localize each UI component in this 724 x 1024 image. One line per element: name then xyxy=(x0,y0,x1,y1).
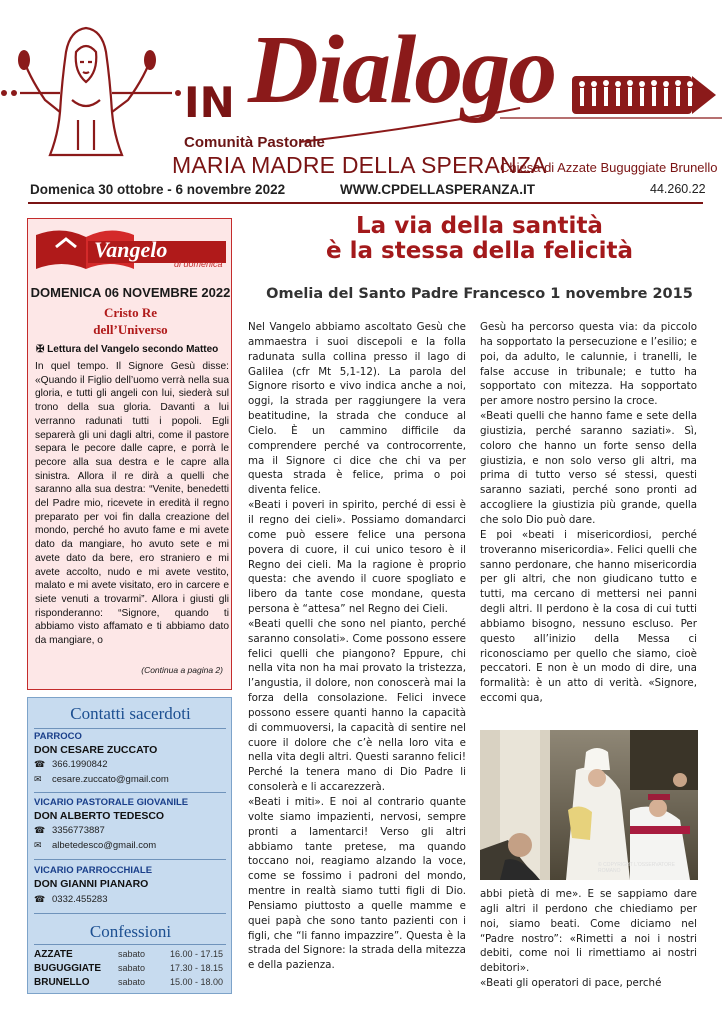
vangelo-banner-title: Vangelo xyxy=(94,237,168,262)
photo-credit: © COPYRIGHT L'OSSERVATORE ROMANO xyxy=(598,862,675,874)
article-title-line1: La via della santità xyxy=(356,213,603,239)
paragraph: «Beati i poveri in spirito, perché di essi è il regno dei cieli». Possiamo domandarci come può essere felice una persona povera di cuore, il cui unico tesoro è il Regno dei cieli. Ma la ragione è proprio questa: che avendo il cuore spogliato e libero da tante cose mondane, questa persona è “attesa” nel Regno dei Cieli. xyxy=(248,499,466,616)
vangelo-box xyxy=(27,218,232,690)
paragraph: Nel Vangelo abbiamo ascoltato Gesù che ammaestra i suoi discepoli e la folla radunata sulla collina presso il lago di Galilea (cfr Mt 5,1-12). La parola del Signore risorto e vivo indica anche a noi, oggi, la strada per raggiungere la vera beatitudine, la strada che conduce al Cielo. È un cammino difficile da comprendere perché va controcorrente, ma il Signore ci dice che chi va per questa strada è felice, prima o poi diventa felice. xyxy=(248,321,466,497)
title-dialogo: Dialogo xyxy=(248,16,556,124)
phone-icon: ☎ xyxy=(34,894,46,904)
phone-number: 366.1990842 xyxy=(52,759,108,770)
article-column-2 xyxy=(480,320,697,706)
pope-photo xyxy=(480,730,698,880)
article-title xyxy=(247,214,712,264)
madonna-logo xyxy=(1,28,181,155)
contact-phone[interactable] xyxy=(34,759,107,770)
divider xyxy=(34,728,226,729)
confession-day: sabato xyxy=(118,963,146,973)
contact-role: PARROCO xyxy=(34,731,82,742)
confession-row xyxy=(34,963,228,977)
contatti-title: Contatti sacerdoti xyxy=(70,704,191,723)
community-label: Comunità Pastorale xyxy=(184,134,325,151)
phone-number: 0332.455283 xyxy=(52,894,108,905)
email-address: cesare.zuccato@gmail.com xyxy=(52,774,169,785)
vangelo-feast-line2: dell’Universo xyxy=(93,322,168,337)
vangelo-feast-line1: Cristo Re xyxy=(103,305,158,320)
article-column-2-continued xyxy=(480,887,697,991)
confession-day: sabato xyxy=(118,949,146,959)
vangelo-banner-sub: di domenica xyxy=(174,259,223,269)
paragraph: «Beati quelli che hanno fame e sete della giustizia, perché saranno saziati». Sì, coloro che hanno un forte senso della giustizia, e non solo verso gli altri, ma prima di tutto verso sé stessi, questi saranno saziati, perché sono pronti ad accogliere la giustizia più grande, quella che solo Dio può dare. xyxy=(480,410,697,526)
email-address: albetedesco@gmail.com xyxy=(52,840,157,851)
continue-note[interactable]: (Continua a pagina 2) xyxy=(141,665,223,675)
phone-icon: ☎ xyxy=(34,825,46,835)
confession-day: sabato xyxy=(118,977,146,987)
envelope-icon: ✉ xyxy=(34,840,42,850)
vangelo-feast xyxy=(28,304,233,338)
confession-row xyxy=(34,977,228,991)
confession-place: BRUNELLO xyxy=(34,977,90,988)
issue-dates: Domenica 30 ottobre - 6 novembre 2022 xyxy=(30,182,286,197)
parish-name: MARIA MADRE DELLA SPERANZA xyxy=(172,152,547,178)
envelope-icon: ✉ xyxy=(34,774,42,784)
contact-email[interactable] xyxy=(34,774,169,785)
confession-hours: 16.00 - 17.15 xyxy=(170,949,224,959)
divider xyxy=(34,792,226,793)
vangelo-banner xyxy=(34,225,229,275)
contact-name: DON GIANNI PIANARO xyxy=(34,878,149,890)
dateline xyxy=(0,182,724,202)
paragraph: «Beati quelli che sono nel pianto, perché saranno consolati». Come possono essere felici quelli che piangono? Eppure, chi nella vita non ha mai provato la tristezza, l’angustia, il dolore, non conoscerà mai la forza della consolazione. Felici invece possono essere quanti hanno la capacità di commuoversi, la capacità di sentire nel cuore il dolore che c’è nella loro vita e nella vita degli altri. Questi saranno felici! Perché la tenera mano di Dio Padre li consolerà e li accarezzerà. xyxy=(248,617,466,794)
contact-phone[interactable] xyxy=(34,894,107,905)
divider xyxy=(34,913,226,914)
paragraph: abbi pietà di me». E se sappiamo dare agli altri il perdono che chiediamo per noi, siamo beati. Come diciamo nel “Padre nostro”: «Rimetti a noi i nostri debiti, come noi li rimettiamo ai nostri debitori». xyxy=(480,888,697,975)
confession-hours: 15.00 - 18.00 xyxy=(170,977,224,987)
divider xyxy=(34,944,226,945)
contact-role: VICARIO PARROCCHIALE xyxy=(34,865,153,876)
divider xyxy=(34,859,226,860)
churches-label: Chiesa di Azzate Buguggiate Brunello xyxy=(500,160,718,175)
confession-hours: 17.30 - 18.15 xyxy=(170,963,224,973)
crowd-figures xyxy=(572,76,716,114)
vangelo-text: In quel tempo. Il Signore Gesù disse: «Quando il Figlio dell’uomo verrà nella sua gloria, e tutti gli angeli con lui, siederà sul trono della sua gloria. Davanti a lui verranno radunati tutti i popoli. Egli separerà gli uni dagli altri, come il pastore separa le pecore dalle capre, e porrà le pecore alla sua destra e le capre alla sinistra. Allora il re dirà a quelli che saranno alla sua destra: “Venite, benedetti del Padre mio, ricevete in eredità il regno preparato per voi fin dalla creazione del mondo, perché ho avuto fame e mi avete dato da mangiare, ho avuto sete e mi avete dato da bere, ero straniero e mi avete accolto, nudo e mi avete vestito, malato e mi avete visitato, ero in carcere e siete venuti a trovarmi”. Allora i giusti gli risponderanno: “Signore, quando ti abbiamo visto affamato e ti abbiamo dato da mangiare, o xyxy=(35,361,229,647)
phone-icon: ☎ xyxy=(34,759,46,769)
confession-place: BUGUGGIATE xyxy=(34,963,102,974)
paragraph: E poi «beati i misericordiosi, perché troveranno misericordia». Felici quelli che sanno perdonare, che hanno misericordia per gli altri, che non giudicano tutto e tutti, ma cercano di mettersi nei panni degli altri. Il perdono è la cosa di cui tutti abbiamo bisogno, nessuno escluso. Per questo all’inizio della Messa ci riconosciamo per quello che siamo, cioè peccatori. E non è un modo di dire, una formalità: è un atto di verità. «Signore, eccomi qua, xyxy=(480,528,697,705)
confession-row xyxy=(34,949,228,963)
contact-phone[interactable] xyxy=(34,825,105,836)
confession-place: AZZATE xyxy=(34,949,73,960)
vangelo-date: DOMENICA 06 NOVEMBRE 2022 xyxy=(30,285,231,300)
confessioni-title: Confessioni xyxy=(89,922,172,941)
contact-name: DON ALBERTO TEDESCO xyxy=(34,810,165,822)
website-link[interactable]: WWW.CPDELLASPERANZA.IT xyxy=(340,182,535,197)
paragraph: Gesù ha percorso questa via: da piccolo ha sopportato la persecuzione e l’esilio; e poi, da adulto, le calunnie, i tranelli, le false accuse in tribunale; e tutto ha sopportato con mitezza. Ha sopportato per amore nostro persino la croce. xyxy=(480,321,697,408)
header-rule xyxy=(28,202,703,204)
contact-email[interactable] xyxy=(34,840,156,851)
vangelo-reading-heading: ✠ Lettura del Vangelo secondo Matteo xyxy=(36,344,219,355)
masthead xyxy=(0,0,724,185)
contact-role: VICARIO PASTORALE GIOVANILE xyxy=(34,797,189,808)
phone-number: 3356773887 xyxy=(52,825,105,836)
article-title-line2: è la stessa della felicità xyxy=(326,238,633,264)
article-subtitle: Omelia del Santo Padre Francesco 1 novembre 2015 xyxy=(266,286,693,302)
paragraph: «Beati gli operatori di pace, perché xyxy=(480,977,662,990)
paragraph: «Beati i miti». E noi al contrario quante volte siamo impazienti, nervosi, sempre pronti a lamentarci! Verso gli altri abbiamo tante pretese, ma quando toccano noi, reagiamo alzando la voce, come se fossimo i padroni del mondo, mentre in realtà siamo tutti figli di Dio. Pensiamo piuttosto a quelle mamme e quei papà che sono tanto pazienti con i figli, che “li fanno impazzire”. Questa è la strada del Signore: la strada della mitezza e della pazienza. xyxy=(248,796,466,972)
issue-code: 44.260.22 xyxy=(650,182,706,196)
article-column-1 xyxy=(248,320,466,973)
contact-name: DON CESARE ZUCCATO xyxy=(34,744,158,756)
contatti-box xyxy=(27,697,232,994)
title-in: IN xyxy=(184,78,235,127)
